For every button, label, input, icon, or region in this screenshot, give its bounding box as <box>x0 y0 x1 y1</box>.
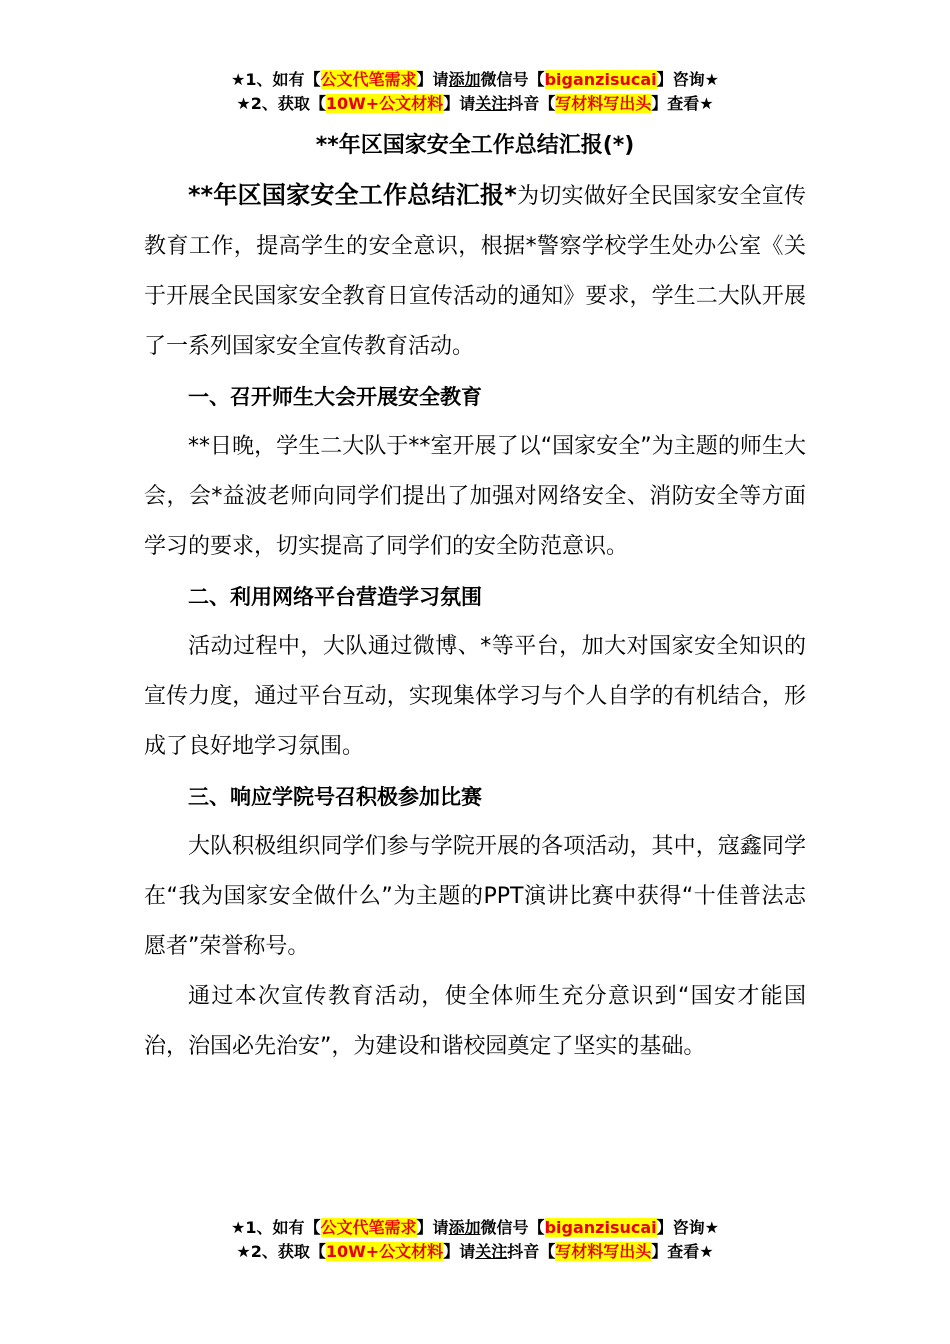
banner-text: 抖音【 <box>507 94 556 113</box>
banner-text: ★2、获取【 <box>236 1242 326 1261</box>
banner-highlight: 10W+公文材料 <box>325 94 444 113</box>
section-heading: 三、响应学院号召积极参加比赛 <box>188 785 482 809</box>
banner-highlight: 公文代笔需求 <box>320 70 417 89</box>
intro-paragraph <box>144 170 806 372</box>
banner-underlined-text: 关注 <box>475 1242 508 1261</box>
banner-line-1 <box>0 68 950 92</box>
banner-highlight: biganzisucai <box>544 1218 657 1237</box>
banner-underlined-text: 添加 <box>448 70 481 89</box>
banner-text: 】咨询★ <box>656 70 719 89</box>
banner-text: 微信号【 <box>480 70 545 89</box>
section-paragraph: 大队积极组织同学们参与学院开展的各项活动，其中，寇鑫同学在“我为国家安全做什么”为主题的PPT演讲比赛中获得“十佳普法志愿者”荣誉称号。 <box>144 834 806 959</box>
banner-text: 微信号【 <box>480 1218 545 1237</box>
banner-text: 】请 <box>443 94 476 113</box>
banner-highlight: biganzisucai <box>544 70 657 89</box>
banner-text: 】查看★ <box>651 94 714 113</box>
banner-underlined-text: 关注 <box>475 94 508 113</box>
banner-text: 】请 <box>416 70 449 89</box>
banner-line-2 <box>0 92 950 116</box>
banner-text: 】请 <box>416 1218 449 1237</box>
intro-text: 为切实做好全民国家安全宣传教育工作，提高学生的安全意识，根据*警察学校学生处办公室《关于开展全民国家安全教育日宣传活动的通知》要求，学生二大队开展了一系列国家安全宣传教育活动。 <box>144 184 806 359</box>
document-title: **年区国家安全工作总结汇报(*) <box>315 133 635 158</box>
section-paragraph: 活动过程中，大队通过微博、*等平台，加大对国家安全知识的宣传力度，通过平台互动，实现集体学习与个人自学的有机结合，形成了良好地学习氛围。 <box>144 634 806 759</box>
banner-text: ★1、如有【 <box>231 1218 321 1237</box>
section-heading: 一、召开师生大会开展安全教育 <box>188 385 482 409</box>
banner-text: 】咨询★ <box>656 1218 719 1237</box>
conclusion-paragraph: 通过本次宣传教育活动，使全体师生充分意识到“国安才能国治，治国必先治安”，为建设和谐校园奠定了坚实的基础。 <box>144 984 806 1059</box>
header-banner <box>0 68 950 116</box>
banner-text: ★1、如有【 <box>231 70 321 89</box>
banner-line-2 <box>0 1240 950 1264</box>
banner-underlined-text: 添加 <box>448 1218 481 1237</box>
banner-line-1 <box>0 1216 950 1240</box>
intro-title: **年区国家安全工作总结汇报* <box>188 181 517 209</box>
banner-highlight: 10W+公文材料 <box>325 1242 444 1261</box>
banner-text: 】请 <box>443 1242 476 1261</box>
banner-highlight: 写材料写出头 <box>555 94 652 113</box>
banner-highlight: 写材料写出头 <box>555 1242 652 1261</box>
section-heading: 二、利用网络平台营造学习氛围 <box>188 585 482 609</box>
banner-highlight: 公文代笔需求 <box>320 1218 417 1237</box>
document-body <box>144 170 806 1072</box>
footer-banner <box>0 1216 950 1264</box>
banner-text: ★2、获取【 <box>236 94 326 113</box>
banner-text: 】查看★ <box>651 1242 714 1261</box>
section-paragraph: **日晚，学生二大队于**室开展了以“国家安全”为主题的师生大会，会*益波老师向同学们提出了加强对网络安全、消防安全等方面学习的要求，切实提高了同学们的安全防范意识。 <box>144 434 806 559</box>
banner-text: 抖音【 <box>507 1242 556 1261</box>
